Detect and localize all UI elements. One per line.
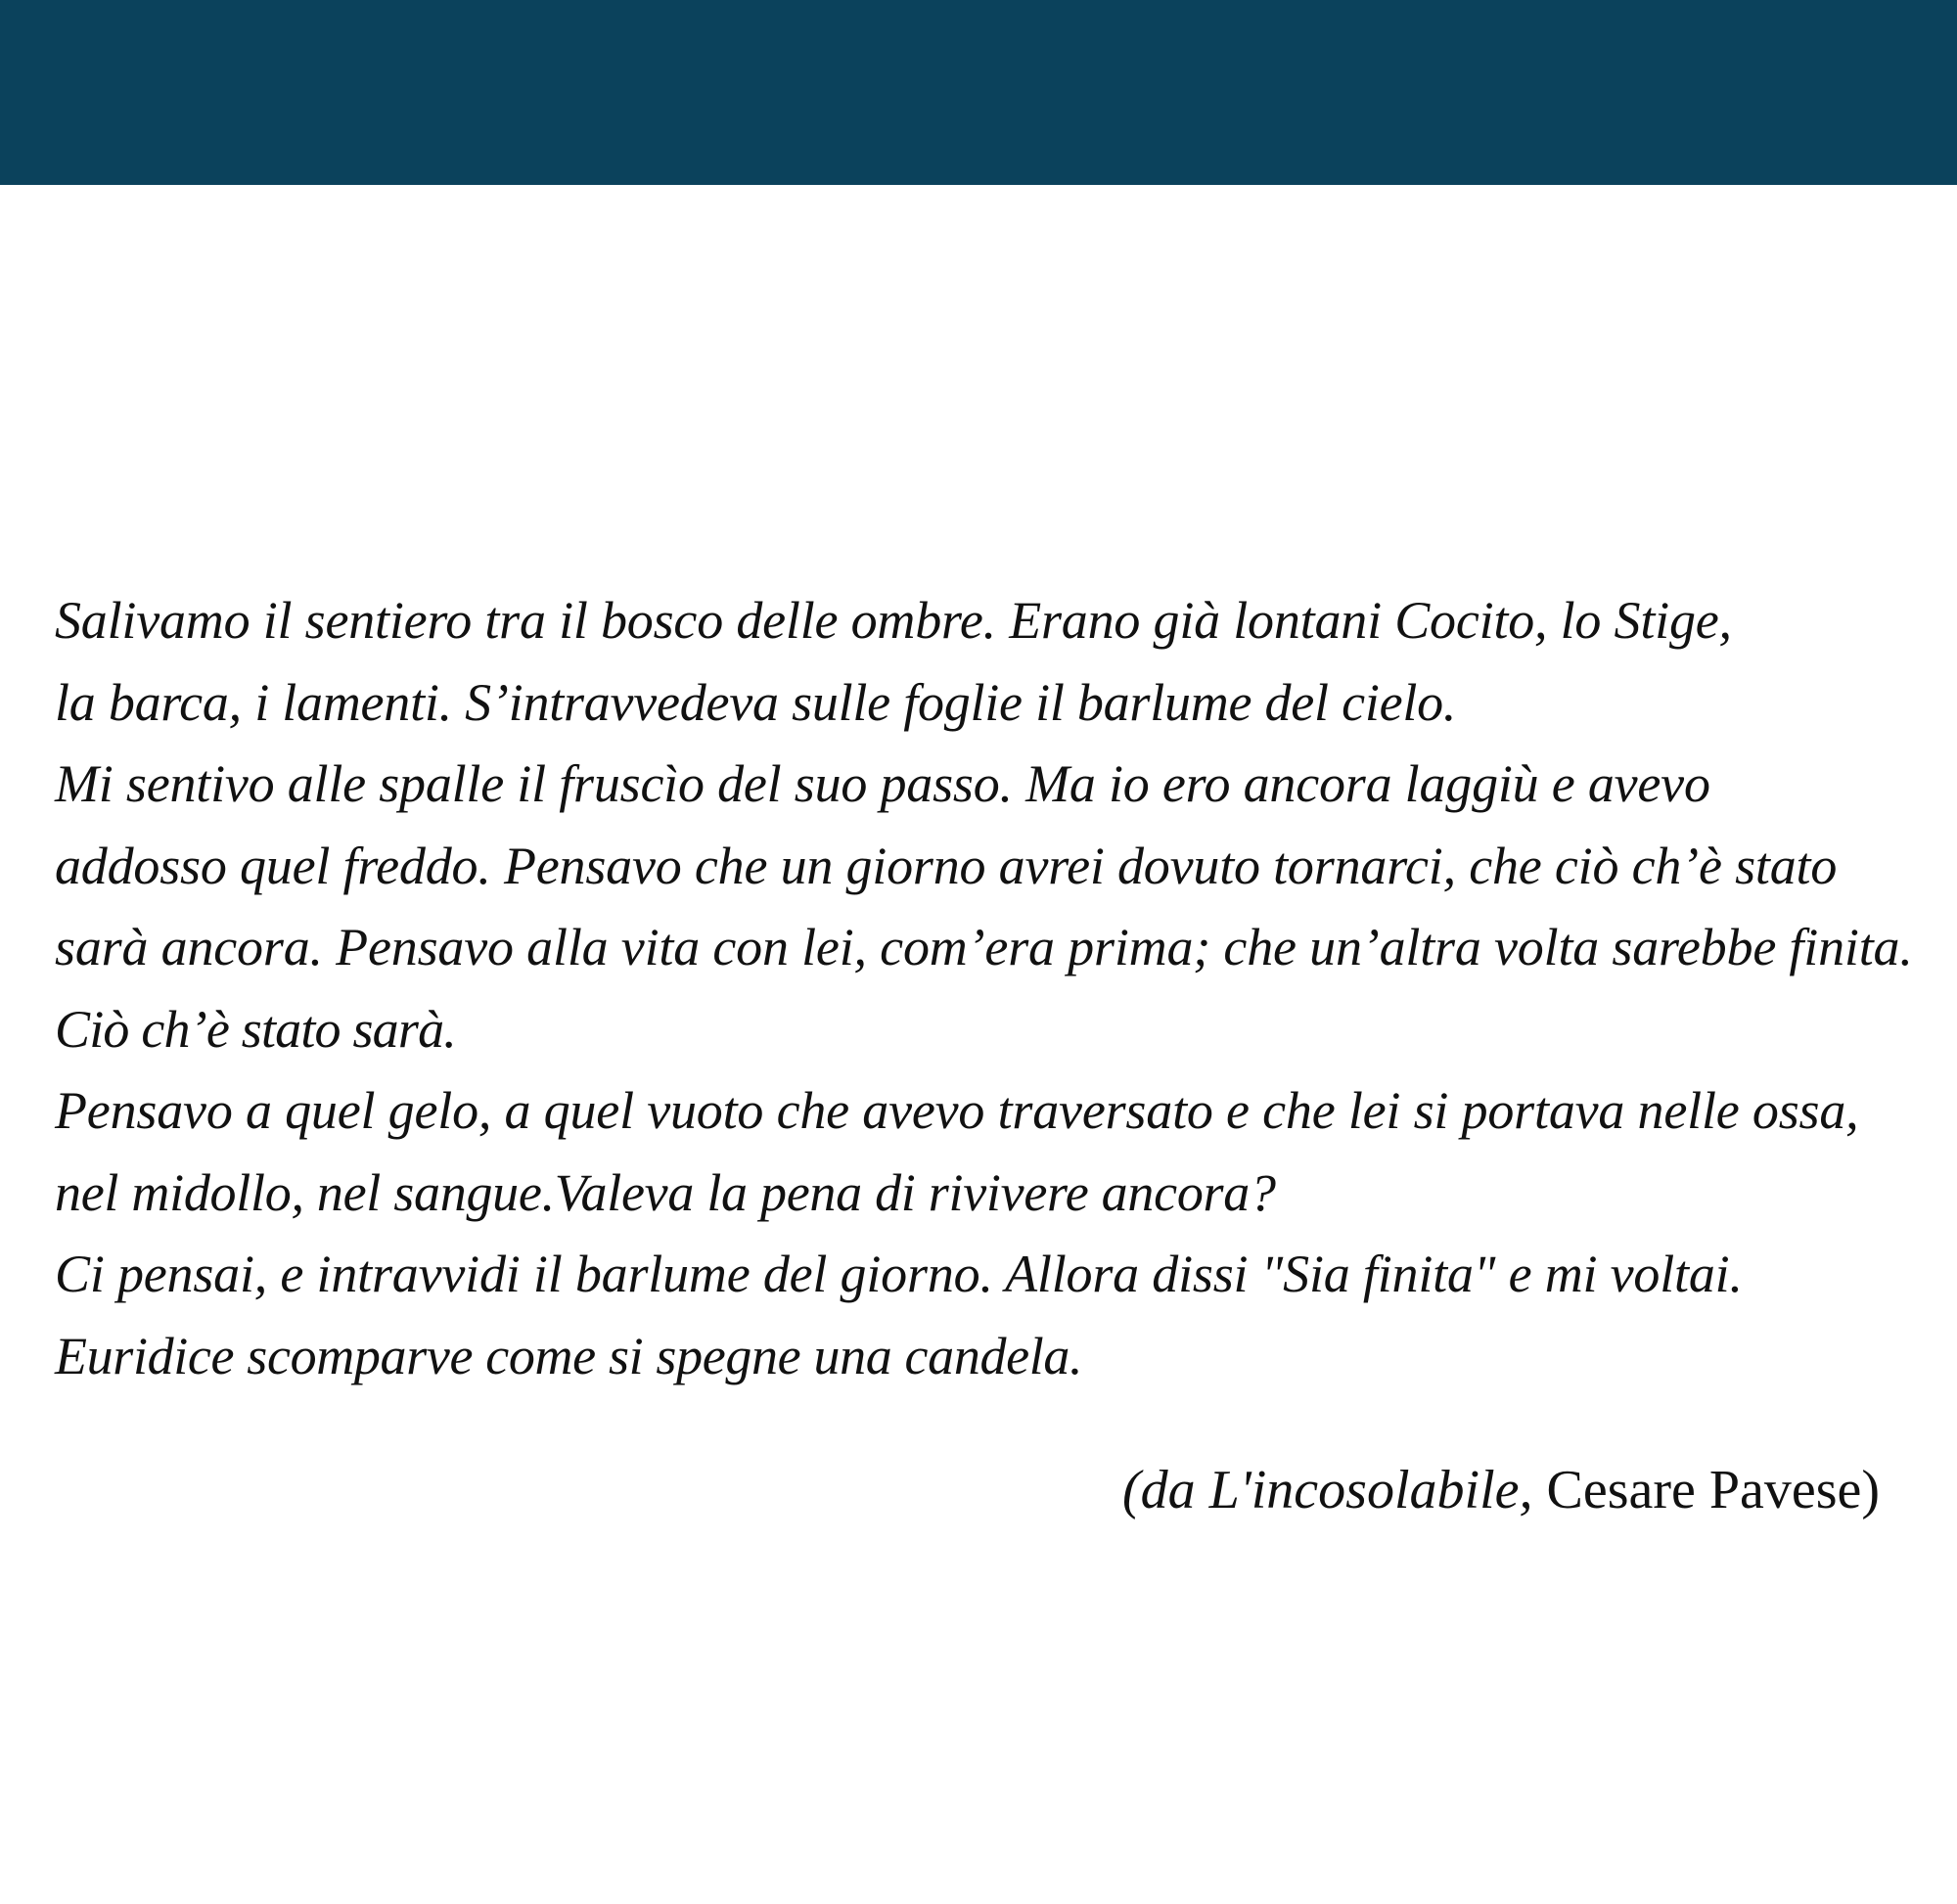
poem-line: Pensavo a quel gelo, a quel vuoto che avevo traversato e che lei si portava nelle ossa,	[55, 1081, 1859, 1140]
poem-line: Ciò ch’è stato sarà.	[55, 999, 456, 1059]
poem-line: Euridice scomparve come si spegne una candela.	[55, 1326, 1083, 1385]
poem-line: Salivamo il sentiero tra il bosco delle ombre. Erano già lontani Cocito, lo Stige,	[55, 591, 1732, 650]
source-title: (da L'incosolabile,	[1121, 1460, 1533, 1520]
poem-line: Ci pensai, e intravvidi il barlume del giorno. Allora dissi "Sia finita" e mi voltai.	[55, 1245, 1743, 1303]
source-author: Cesare Pavese)	[1532, 1460, 1880, 1520]
poem-line: la barca, i lamenti. S’intravvedeva sulle foglie il barlume del cielo.	[55, 672, 1457, 732]
poem-line: addosso quel freddo. Pensavo che un giorno avrei dovuto tornarci, che ciò ch’è stato	[55, 836, 1838, 895]
poem-line: Mi sentivo alle spalle il fruscìo del suo passo. Ma io ero ancora laggiù e avevo	[55, 754, 1710, 813]
source-attribution	[1122, 1456, 1880, 1524]
poem-text	[55, 580, 1953, 1397]
poem-line: nel midollo, nel sangue.Valeva la pena di rivivere ancora?	[55, 1162, 1276, 1222]
poem-line: sarà ancora. Pensavo alla vita con lei, com’era prima; che un’altra volta sarebbe finita.	[55, 918, 1913, 976]
header-bar	[0, 0, 1957, 185]
